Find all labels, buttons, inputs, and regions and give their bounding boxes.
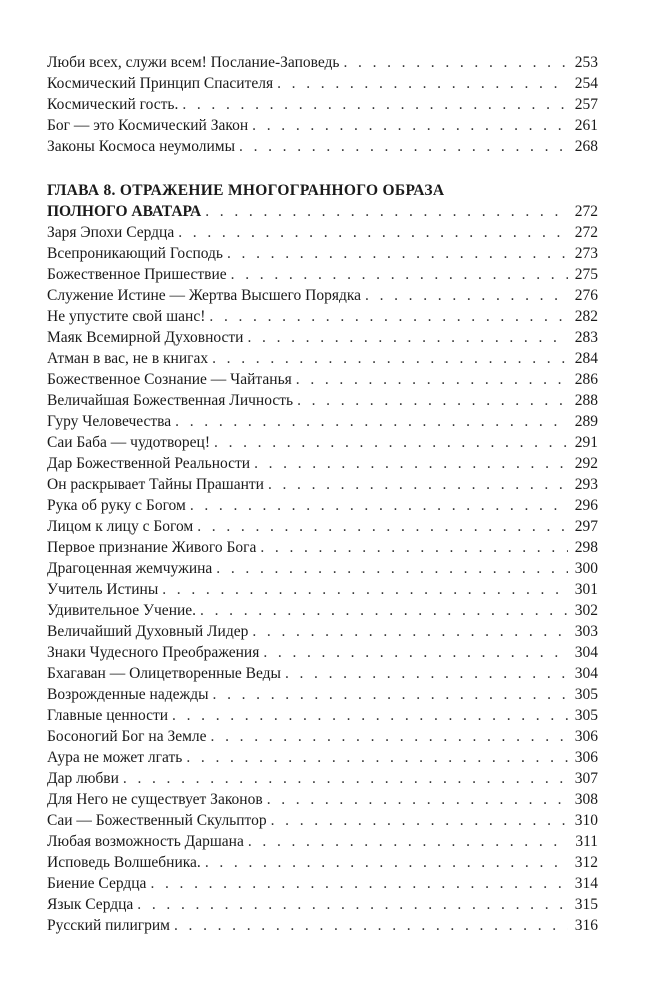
dot-leader: [231, 264, 568, 285]
dot-leader: [227, 243, 568, 264]
dot-leader: [172, 705, 568, 726]
toc-entry-title: Божественное Сознание — Чайтанья: [47, 371, 292, 388]
toc-entry: [47, 516, 598, 537]
toc-entry-title: Саи Баба — чудотворец!: [47, 434, 211, 451]
toc-entry-title: Главные ценности: [47, 707, 169, 724]
toc-entry-title: Биение Сердца: [47, 875, 147, 892]
dot-leader: [211, 726, 568, 747]
dot-leader: [205, 201, 568, 222]
toc-entry-page-number: 310: [574, 812, 598, 829]
toc-entry-page-number: 308: [574, 791, 598, 808]
toc-entry-page-number: 316: [574, 917, 598, 934]
toc-entry: [47, 285, 598, 306]
toc-entry: [47, 789, 598, 810]
dot-leader: [365, 285, 568, 306]
dot-leader: [137, 894, 568, 915]
toc-entry-title: Исповедь Волшебника.: [47, 854, 201, 871]
dot-leader: [200, 600, 568, 621]
toc-entry-title: Любая возможность Даршана: [47, 833, 244, 850]
toc-entry-page-number: 306: [574, 749, 598, 766]
toc-entry-page-number: 283: [574, 329, 598, 346]
toc-entry-title: Божественное Пришествие: [47, 266, 227, 283]
toc-entry-page-number: 273: [574, 245, 598, 262]
toc-entry: [47, 495, 598, 516]
toc-entry: [47, 684, 598, 705]
toc-entry: [47, 915, 598, 936]
toc-entry-title: Люби всех, служи всем! Послание-Заповедь: [47, 54, 340, 71]
toc-entry-page-number: 302: [574, 602, 598, 619]
toc-entry-page-number: 304: [574, 644, 598, 661]
toc-entry-title: Драгоценная жемчужина: [47, 560, 213, 577]
chapter-heading-row: [47, 201, 598, 222]
toc-entry-page-number: 292: [574, 455, 598, 472]
toc-entry: [47, 243, 598, 264]
toc-entry-page-number: 305: [574, 707, 598, 724]
toc-entry: [47, 831, 598, 852]
dot-leader: [182, 94, 568, 115]
toc-entry-page-number: 284: [574, 350, 598, 367]
dot-leader: [296, 369, 568, 390]
dot-leader: [252, 621, 568, 642]
toc-entry: [47, 411, 598, 432]
toc-entry: [47, 348, 598, 369]
toc-entry-title: Учитель Истины: [47, 581, 159, 598]
toc-entry: [47, 726, 598, 747]
dot-leader: [162, 579, 568, 600]
toc-entry-title: Он раскрывает Тайны Прашанти: [47, 476, 264, 493]
toc-entry-title: Для Него не существует Законов: [47, 791, 263, 808]
dot-leader: [252, 115, 568, 136]
toc-entry-page-number: 304: [574, 665, 598, 682]
toc-entry-page-number: 312: [574, 854, 598, 871]
toc-entry-title: Удивительное Учение.: [47, 602, 197, 619]
toc-entry-page-number: 268: [574, 138, 598, 155]
toc-entry-page-number: 275: [574, 266, 598, 283]
chapter-heading: ГЛАВА 8. ОТРАЖЕНИЕ МНОГОГРАННОГО ОБРАЗА: [47, 182, 445, 199]
toc-entry: [47, 810, 598, 831]
toc-entry: [47, 474, 598, 495]
toc-entry-title: Всепроникающий Господь: [47, 245, 223, 262]
dot-leader: [178, 222, 568, 243]
toc-entry-page-number: 293: [574, 476, 598, 493]
toc-entry: [47, 894, 598, 915]
dot-leader: [150, 873, 568, 894]
dot-leader: [268, 474, 568, 495]
dot-leader: [216, 558, 568, 579]
chapter-section: [47, 180, 598, 936]
dot-leader: [277, 73, 568, 94]
toc-entry-page-number: 296: [574, 497, 598, 514]
toc-entry-title: Саи — Божественный Скульптор: [47, 812, 267, 829]
toc-entry: [47, 600, 598, 621]
toc-entry: [47, 621, 598, 642]
toc-entry: [47, 579, 598, 600]
toc-entry: [47, 705, 598, 726]
dot-leader: [213, 684, 568, 705]
toc-entry-title: Гуру Человечества: [47, 413, 172, 430]
toc-entry-title: Служение Истине — Жертва Высшего Порядка: [47, 287, 362, 304]
toc-entry-page-number: 289: [574, 413, 598, 430]
dot-leader: [285, 663, 568, 684]
toc-entry: [47, 747, 598, 768]
dot-leader: [260, 537, 568, 558]
dot-leader: [175, 411, 568, 432]
dot-leader: [271, 810, 568, 831]
dot-leader: [239, 136, 568, 157]
toc-entry-title: Космический гость.: [47, 96, 179, 113]
dot-leader: [343, 52, 568, 73]
dot-leader: [248, 831, 568, 852]
toc-entry: [47, 537, 598, 558]
toc-entry-title: Аура не может лгать: [47, 749, 183, 766]
toc-entry-page-number: 298: [574, 539, 598, 556]
toc-entry: [47, 852, 598, 873]
toc-entry-title: Знаки Чудесного Преображения: [47, 644, 260, 661]
toc-entry: [47, 369, 598, 390]
toc-entry-page-number: 306: [574, 728, 598, 745]
toc-entry-title: Первое признание Живого Бога: [47, 539, 257, 556]
dot-leader: [186, 747, 568, 768]
toc-entry-page-number: 254: [574, 75, 598, 92]
toc-entry: [47, 873, 598, 894]
toc-entry: [47, 390, 598, 411]
toc-entry-title: Возрожденные надежды: [47, 686, 209, 703]
dot-leader: [254, 453, 568, 474]
toc-entry: [47, 663, 598, 684]
toc-entry: [47, 306, 598, 327]
toc-entry-page-number: 286: [574, 371, 598, 388]
toc-entry-page-number: 276: [574, 287, 598, 304]
dot-leader: [190, 495, 568, 516]
toc-entry: [47, 642, 598, 663]
toc-entry-page-number: 297: [574, 518, 598, 535]
chapter-page-number: 272: [574, 203, 598, 220]
toc-entry-title: Величайший Духовный Лидер: [47, 623, 249, 640]
toc-entry-page-number: 288: [574, 392, 598, 409]
toc-entry-page-number: 301: [574, 581, 598, 598]
toc-entry-page-number: 300: [574, 560, 598, 577]
toc-entry-title: Бхагаван — Олицетворенные Веды: [47, 665, 281, 682]
toc-entry: [47, 94, 598, 115]
dot-leader: [205, 852, 568, 873]
toc-entry-title: Атман в вас, не в книгах: [47, 350, 209, 367]
toc-entry-page-number: 272: [574, 224, 598, 241]
toc-entry-title: Бог — это Космический Закон: [47, 117, 249, 134]
toc-entry: [47, 222, 598, 243]
toc-entry-title: Рука об руку с Богом: [47, 497, 186, 514]
toc-entry-title: Русский пилигрим: [47, 917, 170, 934]
toc-entry-page-number: 307: [574, 770, 598, 787]
dot-leader: [212, 348, 568, 369]
toc-entry: [47, 327, 598, 348]
dot-leader: [174, 915, 568, 936]
dot-leader: [297, 390, 568, 411]
toc-top-section: [47, 52, 598, 157]
dot-leader: [197, 516, 568, 537]
toc-entry-page-number: 303: [574, 623, 598, 640]
toc-entry: [47, 52, 598, 73]
toc-entry-page-number: 315: [574, 896, 598, 913]
toc-entry-title: Заря Эпохи Сердца: [47, 224, 175, 241]
toc-entry: [47, 558, 598, 579]
toc-entry-title: Маяк Всемирной Духовности: [47, 329, 244, 346]
toc-entry-page-number: 282: [574, 308, 598, 325]
toc-entry: [47, 432, 598, 453]
toc-entry-title: Законы Космоса неумолимы: [47, 138, 236, 155]
dot-leader: [247, 327, 568, 348]
toc-entry: [47, 768, 598, 789]
dot-leader: [209, 306, 568, 327]
toc-entry-page-number: 305: [574, 686, 598, 703]
toc-entry-page-number: 314: [574, 875, 598, 892]
toc-entry-page-number: 257: [574, 96, 598, 113]
toc-entry-title: Лицом к лицу с Богом: [47, 518, 194, 535]
toc-entry: [47, 136, 598, 157]
toc-entry: [47, 264, 598, 285]
toc-entry-page-number: 261: [574, 117, 598, 134]
toc-entry-title: Космический Принцип Спасителя: [47, 75, 274, 92]
toc-entry: [47, 115, 598, 136]
toc-entry-title: Величайшая Божественная Личность: [47, 392, 294, 409]
dot-leader: [214, 432, 568, 453]
toc-entry-page-number: 253: [574, 54, 598, 71]
toc-entry: [47, 453, 598, 474]
toc-entry-title: Босоногий Бог на Земле: [47, 728, 207, 745]
toc-entry-title: Не упустите свой шанс!: [47, 308, 206, 325]
toc-entry: [47, 73, 598, 94]
dot-leader: [267, 789, 568, 810]
toc-entry-title: Дар любви: [47, 770, 119, 787]
toc-entry-title: Язык Сердца: [47, 896, 134, 913]
chapter-heading-line2: ПОЛНОГО АВАТАРА: [47, 203, 202, 220]
dot-leader: [263, 642, 568, 663]
toc-entry-page-number: 291: [574, 434, 598, 451]
toc-entry-title: Дар Божественной Реальности: [47, 455, 251, 472]
toc-entry-page-number: 311: [575, 833, 598, 850]
dot-leader: [123, 768, 568, 789]
chapter-entries: [47, 222, 598, 936]
